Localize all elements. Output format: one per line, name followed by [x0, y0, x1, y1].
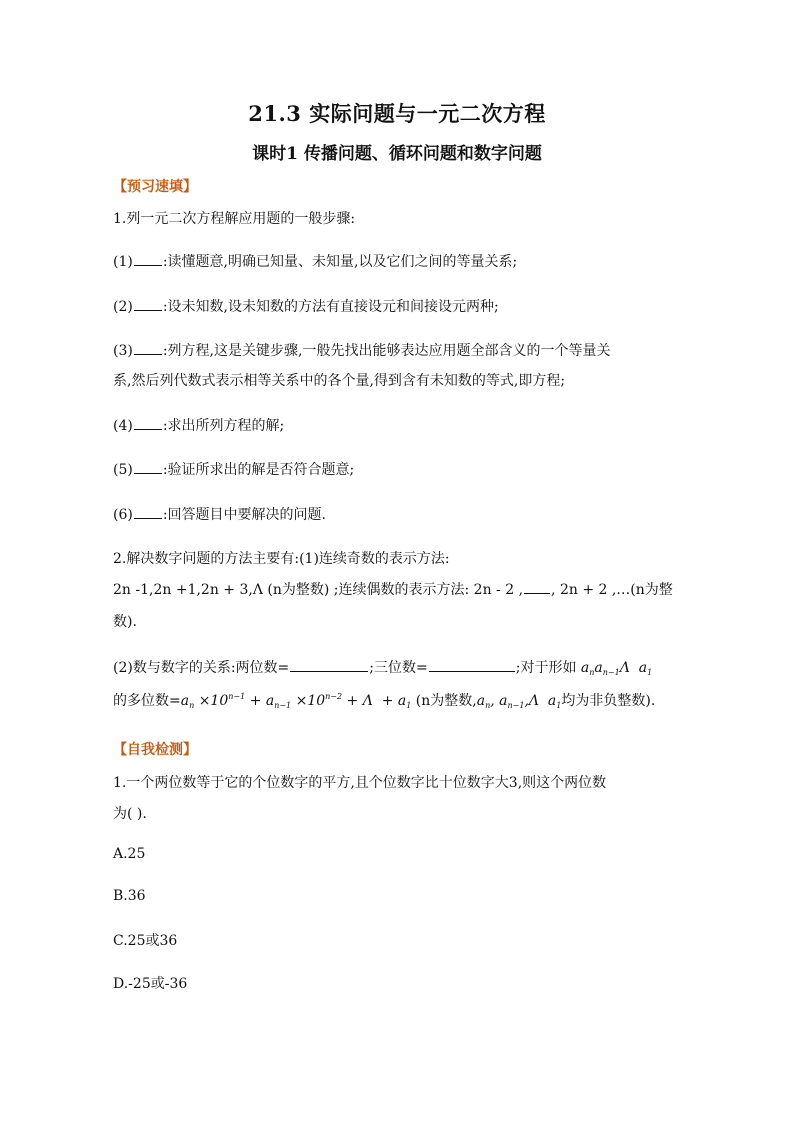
q2-intro: 2.解决数字问题的方法主要有:(1)连续奇数的表示方法: — [113, 551, 450, 567]
step-1-prefix: (1) — [113, 254, 133, 270]
multi-digit-formula: $a_n \times 10^{n-1} + a_{n-1} \times 10^{n-2} + \Lambda + a_1$ — [180, 692, 412, 710]
q2-line-2 — [113, 579, 673, 599]
even-blank — [524, 581, 550, 594]
three-digit-label: ;三位数= — [369, 660, 428, 676]
q2-line-5 — [113, 690, 655, 710]
step-5-blank — [134, 461, 162, 474]
step-6 — [113, 504, 326, 524]
step-5 — [113, 459, 354, 479]
step-4 — [113, 415, 284, 435]
step-3-continuation: 系,然后列代数式表示相等关系中的各个量,得到含有未知数的等式,即方程; — [113, 373, 566, 389]
step-4-blank — [134, 417, 162, 430]
option-b: B.36 — [113, 888, 146, 904]
even-expression-end: , 2n + 2 ,…(n为整 — [551, 582, 673, 598]
three-digit-blank — [429, 659, 515, 672]
selfcheck-q1-line-1: 1.一个两位数等于它的个位数字的平方,且个位数字比十位数字大3,则这个两位数 — [113, 775, 607, 791]
step-4-prefix: (4) — [113, 418, 133, 434]
odd-even-expression: 2n -1,2n +1,2n + 3,Λ (n为整数) ;连续偶数的表示方法: 2n - 2 , — [113, 582, 524, 598]
multi-digit-intro: ;对于形如 — [515, 660, 577, 676]
digits-form: $a_na_{n-1}\Lambda$ $a_1$ — [580, 660, 653, 677]
q1-intro: 1.列一元二次方程解应用题的一般步骤: — [113, 211, 356, 227]
page-subtitle: 课时1 传播问题、循环问题和数字问题 — [252, 144, 542, 164]
step-1-text: :读懂题意,明确已知量、未知量,以及它们之间的等量关系; — [162, 254, 518, 270]
q2-line-3: 数). — [113, 614, 137, 630]
step-3-text: :列方程,这是关键步骤,一般先找出能够表达应用题全部含义的一个等量关 — [162, 343, 611, 359]
multi-digit-label: 的多位数= — [113, 693, 181, 709]
integer-condition: (n为整数, — [411, 693, 477, 709]
step-5-prefix: (5) — [113, 462, 133, 478]
nonneg-condition: 均为非负整数). — [561, 693, 656, 709]
step-3-blank — [134, 342, 162, 355]
step-6-blank — [134, 506, 162, 519]
step-6-prefix: (6) — [113, 507, 133, 523]
selfcheck-section-tag: 【自我检测】 — [113, 742, 197, 758]
q2-line-4 — [113, 657, 652, 677]
selfcheck-q1-line-2: 为( ). — [113, 806, 147, 822]
step-2-prefix: (2) — [113, 299, 133, 315]
option-d: D.-25或-36 — [113, 976, 188, 992]
step-1-blank — [134, 253, 162, 266]
page-title: 21.3 实际问题与一元二次方程 — [248, 101, 546, 126]
option-a: A.25 — [113, 846, 146, 862]
step-2-blank — [134, 298, 162, 311]
step-5-text: :验证所求出的解是否符合题意; — [162, 462, 355, 478]
preview-section-tag: 【预习速填】 — [113, 179, 197, 195]
step-1 — [113, 251, 517, 271]
step-4-text: :求出所列方程的解; — [162, 418, 285, 434]
two-digit-label: (2)数与数字的关系:两位数= — [113, 660, 290, 676]
step-2 — [113, 296, 499, 316]
digit-list: $a_n$, $a_{n-1},\Lambda$ $a_1$ — [476, 693, 562, 710]
step-3 — [113, 340, 610, 360]
two-digit-blank — [290, 659, 368, 672]
step-3-prefix: (3) — [113, 343, 133, 359]
option-c: C.25或36 — [113, 933, 178, 949]
step-6-text: :回答题目中要解决的问题. — [162, 507, 327, 523]
step-2-text: :设未知数,设未知数的方法有直接设元和间接设元两种; — [162, 299, 499, 315]
